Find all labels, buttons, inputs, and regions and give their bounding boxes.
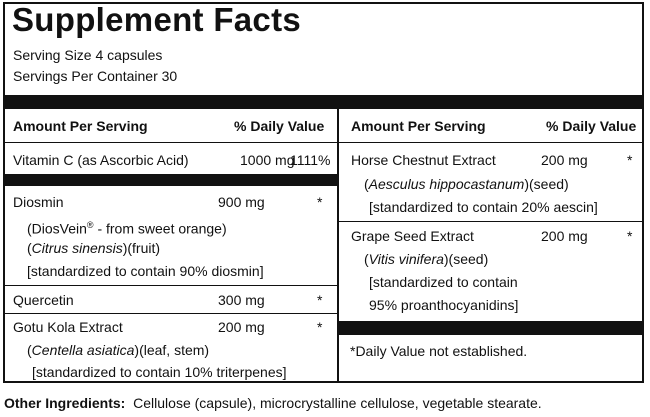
thick-divider-top xyxy=(4,95,642,109)
daily-value-footnote: *Daily Value not established. xyxy=(350,343,528,359)
right-header-rule xyxy=(339,142,642,143)
horse-chestnut-standardization: [standardized to contain 20% aescin] xyxy=(369,199,598,215)
rule-after-diosmin xyxy=(4,285,337,286)
diosmin-standardization: [standardized to contain 90% diosmin] xyxy=(27,263,264,279)
horse-chestnut-name: Horse Chestnut Extract xyxy=(351,152,496,168)
gotu-kola-name: Gotu Kola Extract xyxy=(13,319,123,335)
gotu-kola-standardization: [standardized to contain 10% triterpenes] xyxy=(32,364,287,380)
quercetin-name: Quercetin xyxy=(13,292,74,308)
grape-seed-latin: (Vitis vinifera)(seed) xyxy=(364,251,489,267)
serving-size: Serving Size 4 capsules xyxy=(13,47,163,63)
diosmin-source: (DiosVein® - from sweet orange) xyxy=(27,220,227,237)
vitamin-c-name: Vitamin C (as Ascorbic Acid) xyxy=(13,152,189,168)
left-header-rule xyxy=(4,142,337,143)
thick-divider-left xyxy=(4,174,337,186)
left-header-amount: Amount Per Serving xyxy=(13,118,148,134)
other-ingredients: Other Ingredients: Cellulose (capsule), microcrystalline cellulose, vegetable stearate. xyxy=(4,395,542,411)
thick-divider-right xyxy=(339,321,642,335)
gotu-kola-amount: 200 mg xyxy=(218,319,265,335)
horse-chestnut-latin: (Aesculus hippocastanum)(seed) xyxy=(364,176,569,192)
diosmin-latin: (Citrus sinensis)(fruit) xyxy=(27,240,161,256)
servings-per-container: Servings Per Container 30 xyxy=(13,68,178,84)
right-header-amount: Amount Per Serving xyxy=(351,118,486,134)
horse-chestnut-amount: 200 mg xyxy=(541,152,588,168)
quercetin-amount: 300 mg xyxy=(218,292,265,308)
diosmin-amount: 900 mg xyxy=(218,194,265,210)
grape-seed-standardization-1: [standardized to contain xyxy=(369,274,518,290)
gotu-kola-latin: (Centella asiatica)(leaf, stem) xyxy=(27,342,210,358)
grape-seed-dv: * xyxy=(627,228,633,244)
left-header-dv: % Daily Value xyxy=(234,118,325,134)
quercetin-dv: * xyxy=(317,292,323,308)
vitamin-c-amount: 1000 mg xyxy=(240,152,295,168)
grape-seed-name: Grape Seed Extract xyxy=(351,228,474,244)
grape-seed-standardization-2: 95% proanthocyanidins] xyxy=(369,297,519,313)
grape-seed-amount: 200 mg xyxy=(541,228,588,244)
rule-after-quercetin xyxy=(4,313,337,314)
diosmin-name: Diosmin xyxy=(13,194,64,210)
right-header-dv: % Daily Value xyxy=(546,118,637,134)
vitamin-c-dv: 1111% xyxy=(290,152,331,168)
rule-after-horse-chestnut xyxy=(339,221,642,222)
diosmin-dv: * xyxy=(317,194,323,210)
gotu-kola-dv: * xyxy=(317,319,323,335)
label-title: Supplement Facts xyxy=(12,1,302,38)
horse-chestnut-dv: * xyxy=(627,152,633,168)
column-divider xyxy=(337,109,339,382)
